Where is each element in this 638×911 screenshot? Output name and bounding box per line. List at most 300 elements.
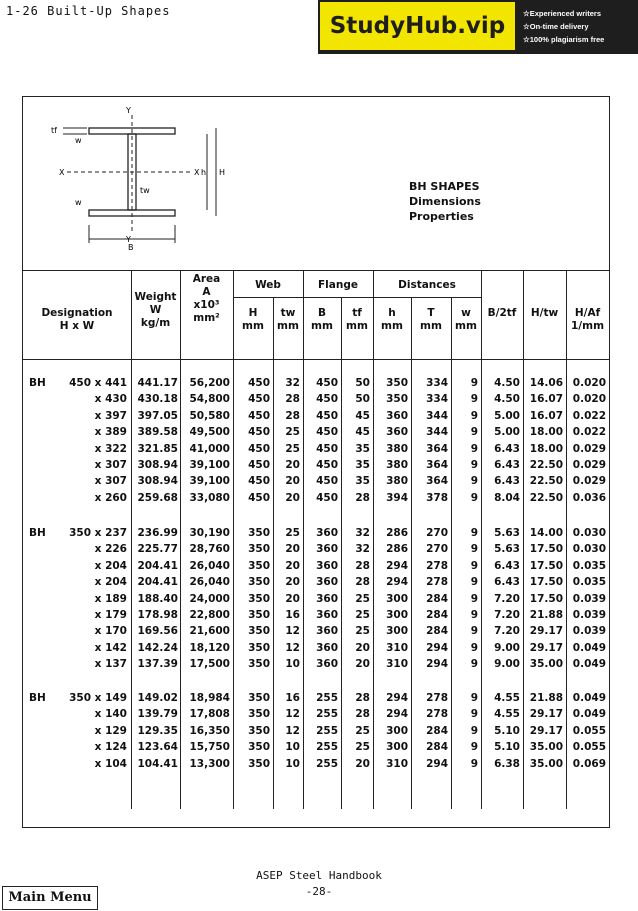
cell-web-tw: 20 — [285, 543, 300, 556]
cell-weight: 430.18 — [137, 393, 178, 406]
cell-weight: 397.05 — [137, 409, 178, 422]
cell-flange-B: 450 — [316, 393, 338, 406]
tw-header: tw mm — [277, 307, 299, 332]
cell-dist-w: 9 — [470, 625, 478, 638]
cell-flange-tf: 45 — [355, 409, 370, 422]
cell-haf: 0.049 — [572, 658, 606, 671]
cell-htw: 18.00 — [529, 442, 563, 455]
cell-haf: 0.020 — [572, 393, 606, 406]
cell-weight: 308.94 — [137, 459, 178, 471]
cell-dist-h: 286 — [386, 527, 408, 539]
cell-dist-h: 300 — [386, 609, 408, 621]
book-title: ASEP Steel Handbook — [256, 869, 382, 882]
cell-web-H: 350 — [248, 592, 270, 605]
cell-b2tf: 6.43 — [494, 442, 520, 455]
cell-web-H: 350 — [248, 658, 270, 671]
cell-htw: 35.00 — [529, 757, 563, 770]
cell-b2tf: 4.50 — [494, 393, 520, 406]
cell-designation: x 179 — [94, 609, 127, 621]
cell-htw: 17.50 — [529, 559, 563, 572]
cell-designation: 350 x 149 — [69, 692, 127, 704]
cell-designation: x 430 — [94, 393, 127, 406]
i-beam-diagram — [23, 97, 609, 269]
cell-flange-tf: 28 — [355, 491, 370, 504]
cell-area: 17,808 — [189, 708, 230, 721]
cell-area: 56,200 — [189, 377, 230, 389]
cell-dist-T: 284 — [426, 741, 448, 754]
table-row — [23, 459, 609, 475]
cell-area: 39,100 — [189, 475, 230, 488]
w-top-label: w — [75, 136, 82, 145]
cell-dist-h: 300 — [386, 741, 408, 754]
cell-htw: 35.00 — [529, 658, 563, 671]
cell-dist-h: 300 — [386, 592, 408, 605]
cell-haf: 0.030 — [572, 543, 606, 556]
cell-dist-w: 9 — [470, 377, 478, 389]
cell-flange-B: 360 — [316, 543, 338, 556]
cell-weight: 149.02 — [137, 692, 178, 704]
cell-web-tw: 20 — [285, 459, 300, 471]
cell-area: 26,040 — [189, 576, 230, 589]
cell-dist-T: 364 — [426, 475, 448, 488]
cell-htw: 14.06 — [529, 377, 563, 389]
cell-dist-w: 9 — [470, 409, 478, 422]
cell-flange-B: 255 — [316, 757, 338, 770]
figure-title — [409, 179, 481, 224]
table-frame — [22, 96, 610, 828]
cell-htw: 16.07 — [529, 393, 563, 406]
cell-web-tw: 16 — [285, 692, 300, 704]
cell-weight: 104.41 — [137, 757, 178, 770]
cell-dist-w: 9 — [470, 491, 478, 504]
weight-symbol: W — [149, 304, 162, 316]
cell-b2tf: 7.20 — [494, 592, 520, 605]
cell-web-tw: 20 — [285, 559, 300, 572]
cell-htw: 22.50 — [529, 491, 563, 504]
figure-panel — [23, 97, 609, 271]
weight-header — [131, 291, 180, 330]
cell-htw: 29.17 — [529, 641, 563, 654]
cell-dist-T: 364 — [426, 459, 448, 471]
cell-web-tw: 28 — [285, 409, 300, 422]
cell-dist-w: 9 — [470, 543, 478, 556]
table-row — [23, 426, 609, 442]
cell-flange-B: 255 — [316, 708, 338, 721]
cell-haf: 0.035 — [572, 576, 606, 589]
table-row — [23, 692, 609, 708]
table-row — [23, 708, 609, 724]
cell-htw: 22.50 — [529, 475, 563, 488]
cell-dist-h: 360 — [386, 409, 408, 422]
cell-dist-w: 9 — [470, 459, 478, 471]
cell-haf: 0.049 — [572, 708, 606, 721]
cell-b2tf: 4.55 — [494, 692, 520, 704]
cell-web-tw: 25 — [285, 426, 300, 439]
cell-area: 22,800 — [189, 609, 230, 621]
cell-haf: 0.036 — [572, 491, 606, 504]
cell-web-H: 350 — [248, 609, 270, 621]
table-row — [23, 527, 609, 543]
page-header: 1-26 Built-Up Shapes — [6, 4, 171, 18]
cell-web-tw: 25 — [285, 527, 300, 539]
htw-header: H/tw — [530, 307, 559, 319]
cell-dist-T: 284 — [426, 724, 448, 737]
cell-web-tw: 16 — [285, 609, 300, 621]
cell-web-tw: 10 — [285, 757, 300, 770]
cell-web-H: 350 — [248, 625, 270, 638]
cell-b2tf: 6.43 — [494, 559, 520, 572]
cell-web-tw: 12 — [285, 625, 300, 638]
cell-weight: 137.39 — [137, 658, 178, 671]
subheader-rule — [233, 297, 481, 298]
cell-weight: 389.58 — [137, 426, 178, 439]
cell-weight: 204.41 — [137, 576, 178, 589]
y-top-label: Y — [126, 106, 131, 115]
cell-web-tw: 28 — [285, 393, 300, 406]
cell-flange-tf: 28 — [355, 559, 370, 572]
cell-dist-h: 310 — [386, 641, 408, 654]
cell-dist-w: 9 — [470, 658, 478, 671]
cell-web-H: 350 — [248, 527, 270, 539]
cell-area: 13,300 — [189, 757, 230, 770]
cell-dist-T: 278 — [426, 692, 448, 704]
cell-weight: 204.41 — [137, 559, 178, 572]
tf-header: tf mm — [346, 307, 368, 332]
cell-web-H: 450 — [248, 475, 270, 488]
cell-area: 50,580 — [189, 409, 230, 422]
cell-flange-tf: 20 — [355, 658, 370, 671]
cell-flange-B: 255 — [316, 724, 338, 737]
cell-web-tw: 25 — [285, 442, 300, 455]
cell-designation: x 204 — [94, 576, 127, 589]
cell-web-tw: 10 — [285, 658, 300, 671]
cell-designation: x 189 — [94, 592, 127, 605]
cell-flange-B: 360 — [316, 658, 338, 671]
tw-label: tw — [140, 186, 150, 195]
main-menu-button[interactable]: Main Menu — [2, 886, 98, 910]
cell-haf: 0.049 — [572, 692, 606, 704]
cell-htw: 16.07 — [529, 409, 563, 422]
table-row — [23, 741, 609, 757]
figure-title-line: Properties — [409, 210, 474, 223]
cell-b2tf: 4.50 — [494, 377, 520, 389]
cell-dist-w: 9 — [470, 527, 478, 539]
banner-feature: ☆ On-time delivery — [523, 20, 604, 33]
cell-web-tw: 12 — [285, 708, 300, 721]
cell-b2tf: 6.38 — [494, 757, 520, 770]
cell-web-tw: 20 — [285, 592, 300, 605]
table-row — [23, 625, 609, 641]
table-row — [23, 475, 609, 491]
cell-dist-T: 284 — [426, 625, 448, 638]
cell-dist-h: 300 — [386, 724, 408, 737]
cell-dist-T: 270 — [426, 527, 448, 539]
cell-htw: 18.00 — [529, 426, 563, 439]
banner-feature: ☆ 100% plagiarism free — [523, 33, 604, 46]
cell-weight: 123.64 — [137, 741, 178, 754]
w-header: w mm — [455, 307, 477, 332]
area-scale: x10³ — [193, 299, 220, 311]
cell-b2tf: 4.55 — [494, 708, 520, 721]
table-row — [23, 642, 609, 658]
cell-dist-h: 380 — [386, 475, 408, 488]
cell-dist-h: 286 — [386, 543, 408, 556]
cell-weight: 259.68 — [137, 491, 178, 504]
cell-flange-B: 360 — [316, 625, 338, 638]
cell-b2tf: 8.04 — [494, 491, 520, 504]
cell-area: 28,760 — [189, 543, 230, 556]
h-label: h — [201, 168, 207, 177]
flange-header: Flange — [318, 279, 358, 291]
cell-haf: 0.055 — [572, 724, 606, 737]
cell-htw: 35.00 — [529, 741, 563, 754]
cell-haf: 0.039 — [572, 609, 606, 621]
cell-area: 18,120 — [189, 641, 230, 654]
series-prefix: BH — [29, 692, 46, 704]
cell-designation: x 140 — [94, 708, 127, 721]
cell-haf: 0.039 — [572, 592, 606, 605]
cell-flange-tf: 35 — [355, 442, 370, 455]
cell-dist-h: 360 — [386, 426, 408, 439]
cell-web-H: 450 — [248, 426, 270, 439]
cell-area: 16,350 — [189, 724, 230, 737]
cell-haf: 0.049 — [572, 641, 606, 654]
x-left-label: X — [59, 168, 65, 177]
H-label: H — [219, 168, 226, 177]
cell-haf: 0.029 — [572, 475, 606, 488]
cell-dist-T: 294 — [426, 757, 448, 770]
cell-flange-tf: 35 — [355, 459, 370, 471]
table-header — [23, 271, 609, 360]
cell-htw: 17.50 — [529, 576, 563, 589]
cell-web-H: 450 — [248, 409, 270, 422]
cell-dist-w: 9 — [470, 757, 478, 770]
studyhub-logo[interactable]: StudyHub.vip — [320, 2, 515, 50]
cell-flange-tf: 25 — [355, 609, 370, 621]
cell-area: 17,500 — [189, 658, 230, 671]
B-header: B mm — [311, 307, 333, 332]
cell-dist-T: 294 — [426, 658, 448, 671]
weight-label: Weight — [134, 291, 177, 303]
cell-haf: 0.020 — [572, 377, 606, 389]
cell-dist-h: 380 — [386, 459, 408, 471]
cell-flange-B: 360 — [316, 576, 338, 589]
designation-label: Designation — [41, 307, 113, 319]
cell-flange-B: 360 — [316, 609, 338, 621]
cell-dist-T: 278 — [426, 559, 448, 572]
cell-dist-w: 9 — [470, 741, 478, 754]
cell-htw: 17.50 — [529, 543, 563, 556]
banner-feature: ☆ Experienced writers — [523, 7, 604, 20]
cell-web-tw: 10 — [285, 741, 300, 754]
x-right-label: X — [194, 168, 200, 177]
cell-designation: x 226 — [94, 543, 127, 556]
cell-dist-h: 294 — [386, 576, 408, 589]
cell-b2tf: 5.63 — [494, 543, 520, 556]
h-header: h mm — [381, 307, 403, 332]
cell-area: 24,000 — [189, 592, 230, 605]
cell-flange-tf: 25 — [355, 592, 370, 605]
cell-flange-tf: 28 — [355, 576, 370, 589]
cell-dist-T: 294 — [426, 641, 448, 654]
cell-dist-h: 380 — [386, 442, 408, 455]
cell-dist-w: 9 — [470, 692, 478, 704]
designation-header — [27, 307, 127, 333]
cell-htw: 14.00 — [529, 527, 563, 539]
cell-dist-T: 378 — [426, 491, 448, 504]
cell-weight: 188.40 — [137, 592, 178, 605]
figure-title-line: Dimensions — [409, 195, 481, 208]
cell-designation: x 397 — [94, 409, 127, 422]
cell-flange-tf: 25 — [355, 625, 370, 638]
cell-flange-tf: 20 — [355, 641, 370, 654]
cell-weight: 142.24 — [137, 641, 178, 654]
cell-designation: x 170 — [94, 625, 127, 638]
cell-dist-w: 9 — [470, 724, 478, 737]
cell-haf: 0.069 — [572, 757, 606, 770]
cell-flange-tf: 32 — [355, 527, 370, 539]
cell-dist-w: 9 — [470, 576, 478, 589]
area-symbol: A — [202, 286, 211, 298]
table-row — [23, 658, 609, 674]
cell-b2tf: 7.20 — [494, 609, 520, 621]
T-header: T mm — [420, 307, 442, 332]
cell-weight: 139.79 — [137, 708, 178, 721]
cell-haf: 0.039 — [572, 625, 606, 638]
table-row — [23, 443, 609, 459]
table-row — [23, 393, 609, 409]
cell-b2tf: 7.20 — [494, 625, 520, 638]
cell-area: 18,984 — [189, 692, 230, 704]
cell-area: 30,190 — [189, 527, 230, 539]
cell-dist-h: 294 — [386, 708, 408, 721]
cell-flange-tf: 25 — [355, 724, 370, 737]
cell-dist-h: 394 — [386, 491, 408, 504]
cell-dist-T: 344 — [426, 409, 448, 422]
haf-header: H/Af 1/mm — [570, 307, 605, 332]
cell-dist-h: 350 — [386, 393, 408, 406]
cell-flange-B: 255 — [316, 741, 338, 754]
cell-weight: 129.35 — [137, 724, 178, 737]
table-row — [23, 560, 609, 576]
cell-flange-tf: 32 — [355, 543, 370, 556]
cell-web-H: 350 — [248, 757, 270, 770]
tf-label: tf — [51, 126, 57, 135]
cell-web-tw: 20 — [285, 576, 300, 589]
cell-area: 21,600 — [189, 625, 230, 638]
cell-area: 15,750 — [189, 741, 230, 754]
cell-web-H: 350 — [248, 576, 270, 589]
cell-designation: 350 x 237 — [69, 527, 127, 539]
cell-dist-w: 9 — [470, 559, 478, 572]
cell-web-H: 350 — [248, 741, 270, 754]
cell-dist-h: 310 — [386, 757, 408, 770]
cell-flange-tf: 35 — [355, 475, 370, 488]
cell-dist-h: 350 — [386, 377, 408, 389]
cell-b2tf: 9.00 — [494, 641, 520, 654]
table-row — [23, 576, 609, 592]
cell-web-H: 350 — [248, 543, 270, 556]
cell-designation: x 124 — [94, 741, 127, 754]
cell-flange-B: 255 — [316, 692, 338, 704]
cell-htw: 17.50 — [529, 592, 563, 605]
series-prefix: BH — [29, 377, 46, 389]
cell-web-tw: 20 — [285, 491, 300, 504]
cell-web-H: 450 — [248, 377, 270, 389]
cell-haf: 0.022 — [572, 409, 606, 422]
cell-area: 33,080 — [189, 491, 230, 504]
cell-area: 39,100 — [189, 459, 230, 471]
cell-web-H: 450 — [248, 393, 270, 406]
w-bottom-label: w — [75, 198, 82, 207]
B-label: B — [128, 243, 134, 252]
page-number: -28- — [305, 885, 333, 898]
cell-flange-B: 360 — [316, 559, 338, 572]
cell-dist-w: 9 — [470, 641, 478, 654]
cell-htw: 29.17 — [529, 625, 563, 638]
banner-features — [523, 7, 604, 46]
cell-dist-w: 9 — [470, 592, 478, 605]
cell-area: 41,000 — [189, 442, 230, 455]
cell-dist-T: 270 — [426, 543, 448, 556]
cell-weight: 178.98 — [137, 609, 178, 621]
cell-b2tf: 6.43 — [494, 459, 520, 471]
cell-dist-w: 9 — [470, 393, 478, 406]
cell-dist-T: 284 — [426, 592, 448, 605]
cell-dist-w: 9 — [470, 609, 478, 621]
cell-dist-h: 294 — [386, 692, 408, 704]
figure-title-line: BH SHAPES — [409, 180, 480, 193]
cell-designation: x 260 — [94, 491, 127, 504]
cell-web-tw: 12 — [285, 641, 300, 654]
cell-haf: 0.029 — [572, 459, 606, 471]
cell-weight: 308.94 — [137, 475, 178, 488]
cell-dist-T: 278 — [426, 708, 448, 721]
cell-dist-h: 294 — [386, 559, 408, 572]
cell-htw: 21.88 — [529, 609, 563, 621]
cell-web-H: 350 — [248, 559, 270, 572]
table-row — [23, 410, 609, 426]
table-row — [23, 758, 609, 774]
cell-designation: x 204 — [94, 559, 127, 572]
cell-haf: 0.030 — [572, 527, 606, 539]
cell-flange-tf: 50 — [355, 377, 370, 389]
cell-flange-B: 450 — [316, 442, 338, 455]
studyhub-banner[interactable] — [318, 0, 638, 54]
cell-dist-T: 344 — [426, 426, 448, 439]
cell-designation: x 307 — [94, 459, 127, 471]
cell-haf: 0.035 — [572, 559, 606, 572]
cell-web-H: 350 — [248, 724, 270, 737]
cell-web-H: 350 — [248, 641, 270, 654]
cell-dist-w: 9 — [470, 708, 478, 721]
cell-web-H: 450 — [248, 491, 270, 504]
cell-flange-B: 450 — [316, 475, 338, 488]
cell-weight: 236.99 — [137, 527, 178, 539]
cell-flange-tf: 50 — [355, 393, 370, 406]
area-header — [180, 273, 233, 325]
cell-web-H: 350 — [248, 692, 270, 704]
table-row — [23, 609, 609, 625]
cell-dist-w: 9 — [470, 442, 478, 455]
cell-htw: 21.88 — [529, 692, 563, 704]
cell-dist-h: 310 — [386, 658, 408, 671]
cell-designation: x 307 — [94, 475, 127, 488]
cell-htw: 29.17 — [529, 708, 563, 721]
cell-htw: 29.17 — [529, 724, 563, 737]
cell-dist-w: 9 — [470, 426, 478, 439]
designation-sub-label: H x W — [59, 320, 95, 332]
